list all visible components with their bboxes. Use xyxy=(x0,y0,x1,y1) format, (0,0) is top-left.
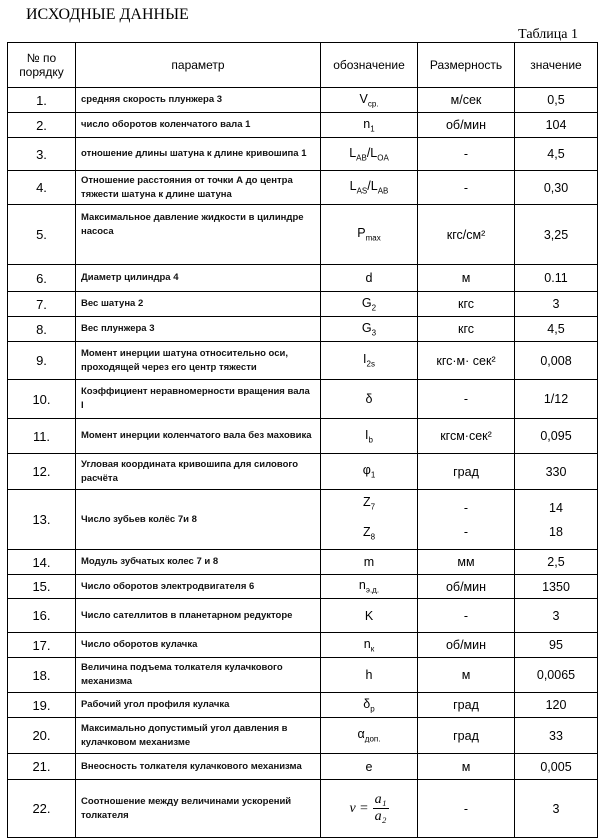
parameter-description: Угловая координата кривошипа для силового расчёта xyxy=(76,454,321,490)
table-row xyxy=(8,342,598,380)
unit-cell: об/мин xyxy=(418,575,515,599)
parameter-symbol xyxy=(359,91,379,109)
unit-cell: м xyxy=(418,754,515,780)
symbol-cell xyxy=(321,171,418,205)
parameter-description: Соотношение между величинами ускорений толкателя xyxy=(76,780,321,838)
parameter-symbol xyxy=(363,696,375,714)
row-number: 2. xyxy=(8,113,76,138)
symbol-cell xyxy=(321,380,418,419)
parameter-symbol xyxy=(357,226,381,243)
symbol-cell xyxy=(321,113,418,138)
symbol-cell xyxy=(321,454,418,490)
parameter-description: Момент инерции шатуна относительно оси, проходящей через его центр тяжести xyxy=(76,342,321,380)
unit-cell: - xyxy=(418,599,515,633)
row-number: 9. xyxy=(8,342,76,380)
parameter-description: Модуль зубчатых колес 7 и 8 xyxy=(76,550,321,575)
table-row xyxy=(8,380,598,419)
symbol-base: d xyxy=(365,271,373,285)
parameter-description: средняя скорость плунжера 3 xyxy=(76,88,321,113)
symbol-base: L xyxy=(349,145,357,160)
symbol-cell xyxy=(321,550,418,575)
parameter-symbol xyxy=(365,609,373,623)
table-row xyxy=(8,317,598,342)
parameter-description: Максимально допустимый угол давления в кулачковом механизме xyxy=(76,718,321,754)
parameter-description: Отношение расстояния от точки А до центра тяжести шатуна к длине шатуна xyxy=(76,171,321,205)
value-cell: 120 xyxy=(515,693,598,718)
symbol-subscript: 2 xyxy=(371,303,377,313)
value-cell: 0.11 xyxy=(515,265,598,292)
parameter-description: Рабочий угол профиля кулачка xyxy=(76,693,321,718)
value-cell: 3 xyxy=(515,599,598,633)
unit-cell xyxy=(418,490,515,550)
value-cell: 0,0065 xyxy=(515,658,598,693)
symbol-base: V xyxy=(359,91,368,106)
symbol-subscript: 2s xyxy=(366,359,375,369)
symbol-cell xyxy=(321,658,418,693)
symbol-cell xyxy=(321,718,418,754)
value-cell: 95 xyxy=(515,633,598,658)
symbol-subscript: к xyxy=(370,644,375,654)
symbol-subscript: 8 xyxy=(370,532,376,541)
symbol-base: K xyxy=(364,608,374,623)
table-header-row xyxy=(8,43,598,88)
row-number: 1. xyxy=(8,88,76,113)
unit-cell: кгс xyxy=(418,317,515,342)
symbol-base: δ xyxy=(363,696,371,711)
row-number: 12. xyxy=(8,454,76,490)
value-cell: 1350 xyxy=(515,575,598,599)
table-caption: Таблица 1 xyxy=(518,27,578,42)
symbol-base: /L xyxy=(366,145,378,160)
parameter-symbol xyxy=(363,636,375,654)
value-cell: 33 xyxy=(515,718,598,754)
value-cell: 0,5 xyxy=(515,88,598,113)
unit-cell: м xyxy=(418,265,515,292)
parameter-symbol xyxy=(365,427,373,445)
symbol-base: P xyxy=(357,226,366,241)
symbol-cell xyxy=(321,292,418,317)
table-row xyxy=(8,454,598,490)
row-number: 19. xyxy=(8,693,76,718)
parameter-description: Величина подъема толкателя кулачкового механизма xyxy=(76,658,321,693)
formula-lhs: ν = xyxy=(349,800,369,816)
symbol-base: I xyxy=(365,427,369,442)
value-cell: 0,095 xyxy=(515,419,598,454)
value-cell: 0,008 xyxy=(515,342,598,380)
value-cell: 3 xyxy=(515,780,598,838)
symbol-base: α xyxy=(357,727,365,742)
row-number: 17. xyxy=(8,633,76,658)
table-row xyxy=(8,88,598,113)
symbol-subscript: 1 xyxy=(370,124,375,134)
row-number: 14. xyxy=(8,550,76,575)
row-number: 11. xyxy=(8,419,76,454)
unit-cell: - xyxy=(418,380,515,419)
symbol-base: m xyxy=(363,555,375,569)
table-row xyxy=(8,633,598,658)
unit-cell: об/мин xyxy=(418,633,515,658)
value-cell: 330 xyxy=(515,454,598,490)
value-line: 14 xyxy=(549,500,563,515)
parameter-description: Внеосность толкателя кулачкового механизма xyxy=(76,754,321,780)
symbol-base: n xyxy=(363,636,371,651)
unit-cell: м xyxy=(418,658,515,693)
unit-cell: град xyxy=(418,454,515,490)
header-number: № по порядку xyxy=(8,43,76,88)
value-cell: 3,25 xyxy=(515,205,598,265)
unit-cell: кгс·м· сек² xyxy=(418,342,515,380)
document-title: ИСХОДНЫЕ ДАННЫЕ xyxy=(26,6,189,23)
symbol-base: Z xyxy=(362,495,371,509)
parameter-symbol xyxy=(357,727,381,744)
parameter-symbol xyxy=(364,555,374,569)
row-number: 5. xyxy=(8,205,76,265)
parameter-symbol xyxy=(366,271,373,285)
value-cell: 104 xyxy=(515,113,598,138)
symbol-cell xyxy=(321,265,418,292)
symbol-base: φ xyxy=(362,463,371,478)
header-parameter: параметр xyxy=(76,43,321,88)
symbol-subscript: AB xyxy=(356,153,367,163)
header-value: значение xyxy=(515,43,598,88)
symbol-base: L xyxy=(349,179,357,194)
unit-cell: м/сек xyxy=(418,88,515,113)
table-row xyxy=(8,265,598,292)
parameter-symbol xyxy=(363,116,375,134)
parameter-description: отношение длины шатуна к длине кривошипа 1 xyxy=(76,138,321,171)
parameter-description: Число оборотов электродвигателя 6 xyxy=(76,575,321,599)
table-row xyxy=(8,490,598,550)
value-cell: 1/12 xyxy=(515,380,598,419)
row-number: 6. xyxy=(8,265,76,292)
unit-line: - xyxy=(463,524,469,539)
symbol-cell xyxy=(321,754,418,780)
symbol-subscript: р xyxy=(370,704,375,714)
symbol-base: G xyxy=(361,320,372,335)
unit-cell: кгс/см² xyxy=(418,205,515,265)
parameter-description: Максимальное давление жидкости в цилиндре насоса xyxy=(76,205,321,265)
row-number: 7. xyxy=(8,292,76,317)
symbol-base: h xyxy=(365,668,373,682)
symbol-cell xyxy=(321,138,418,171)
value-cell: 4,5 xyxy=(515,317,598,342)
ratio-formula xyxy=(349,792,388,825)
symbol-subscript: 3 xyxy=(371,328,377,338)
row-number: 22. xyxy=(8,780,76,838)
formula-numerator: a₁ xyxy=(374,792,387,807)
symbol-cell xyxy=(321,693,418,718)
unit-cell: мм xyxy=(418,550,515,575)
row-number: 13. xyxy=(8,490,76,550)
symbol-base: δ xyxy=(365,392,373,406)
row-number: 4. xyxy=(8,171,76,205)
unit-line: - xyxy=(463,500,469,515)
symbol-cell xyxy=(321,342,418,380)
row-number: 3. xyxy=(8,138,76,171)
table-row xyxy=(8,292,598,317)
symbol-base: n xyxy=(358,578,366,593)
parameter-symbol xyxy=(361,320,377,338)
unit-cell: - xyxy=(418,171,515,205)
symbol-base: G xyxy=(361,295,372,310)
symbol-cell xyxy=(321,633,418,658)
table-row xyxy=(8,718,598,754)
value-cell: 0,005 xyxy=(515,754,598,780)
table-row xyxy=(8,205,598,265)
parameter-symbol xyxy=(363,352,375,369)
parameter-description: Диаметр цилиндра 4 xyxy=(76,265,321,292)
row-number: 18. xyxy=(8,658,76,693)
symbol-cell xyxy=(321,490,418,550)
symbol-cell xyxy=(321,317,418,342)
formula-denominator: a₂ xyxy=(374,809,387,824)
unit-cell: кгсм·сек² xyxy=(418,419,515,454)
table-row xyxy=(8,550,598,575)
symbol-subscript: max xyxy=(365,233,381,243)
row-number: 16. xyxy=(8,599,76,633)
source-data-table xyxy=(7,42,598,838)
symbol-cell xyxy=(321,599,418,633)
parameter-symbol xyxy=(362,495,376,512)
unit-cell: град xyxy=(418,718,515,754)
symbol-subscript: 1 xyxy=(370,470,376,480)
parameter-description: Число сателлитов в планетарном редукторе xyxy=(76,599,321,633)
symbol-line xyxy=(321,490,417,520)
parameter-description: Момент инерции коленчатого вала без маховика xyxy=(76,419,321,454)
symbol-subscript: э.д. xyxy=(365,585,380,595)
value-line: 18 xyxy=(549,524,563,539)
parameter-symbol xyxy=(349,179,389,196)
unit-cell: - xyxy=(418,780,515,838)
parameter-symbol xyxy=(366,392,373,406)
value-cell: 0,30 xyxy=(515,171,598,205)
table-row xyxy=(8,754,598,780)
parameter-description: Число зубьев колёс 7и 8 xyxy=(76,490,321,550)
parameter-symbol xyxy=(363,525,375,539)
symbol-subscript: доп. xyxy=(364,734,381,744)
parameter-description: Вес плунжера 3 xyxy=(76,317,321,342)
table-row xyxy=(8,419,598,454)
symbol-subscript: OA xyxy=(377,153,389,163)
parameter-description: Коэффициент неравномерности вращения вала I xyxy=(76,380,321,419)
table-row xyxy=(8,138,598,171)
parameter-symbol xyxy=(349,145,389,163)
row-number: 10. xyxy=(8,380,76,419)
parameter-symbol xyxy=(366,760,373,774)
row-number: 20. xyxy=(8,718,76,754)
header-unit: Размерность xyxy=(418,43,515,88)
parameter-description: Число оборотов кулачка xyxy=(76,633,321,658)
table-row xyxy=(8,658,598,693)
parameter-symbol xyxy=(361,295,377,313)
symbol-subscript: b xyxy=(368,435,373,445)
unit-cell: об/мин xyxy=(418,113,515,138)
value-cell: 2,5 xyxy=(515,550,598,575)
value-cell xyxy=(515,490,598,550)
table-row xyxy=(8,693,598,718)
symbol-base: e xyxy=(365,759,373,774)
symbol-base: Z xyxy=(362,524,371,539)
value-cell: 4,5 xyxy=(515,138,598,171)
symbol-subscript: AB xyxy=(377,186,389,196)
symbol-subscript: ср. xyxy=(367,99,379,109)
parameter-symbol xyxy=(358,578,380,595)
symbol-subscript: AS xyxy=(356,186,368,196)
symbol-base: n xyxy=(363,116,371,131)
symbol-cell xyxy=(321,575,418,599)
unit-cell: град xyxy=(418,693,515,718)
symbol-cell xyxy=(321,88,418,113)
table-row xyxy=(8,113,598,138)
symbol-base: I xyxy=(363,352,367,367)
parameter-symbol xyxy=(366,668,373,682)
symbol-cell xyxy=(321,205,418,265)
table-row xyxy=(8,171,598,205)
formula-fraction xyxy=(373,792,389,825)
table-row xyxy=(8,599,598,633)
symbol-line xyxy=(321,520,417,550)
table-row xyxy=(8,575,598,599)
row-number: 15. xyxy=(8,575,76,599)
unit-cell: кгс xyxy=(418,292,515,317)
symbol-base: /L xyxy=(367,179,378,194)
symbol-cell xyxy=(321,419,418,454)
row-number: 8. xyxy=(8,317,76,342)
value-cell: 3 xyxy=(515,292,598,317)
parameter-symbol xyxy=(362,463,376,480)
parameter-description: Вес шатуна 2 xyxy=(76,292,321,317)
header-symbol: обозначение xyxy=(321,43,418,88)
symbol-subscript: 7 xyxy=(370,502,376,512)
row-number: 21. xyxy=(8,754,76,780)
unit-cell: - xyxy=(418,138,515,171)
parameter-description: число оборотов коленчатого вала 1 xyxy=(76,113,321,138)
